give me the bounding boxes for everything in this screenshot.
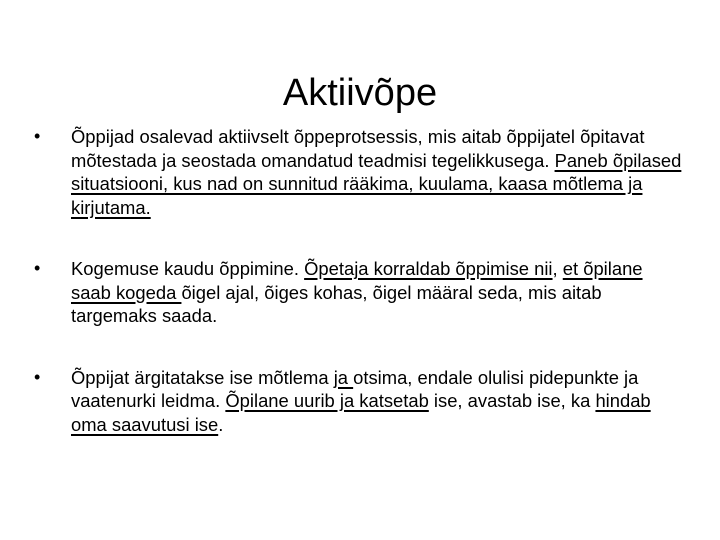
underlined-text-segment: Õpetaja korraldab õppimise nii [304,258,553,279]
bullet-text [71,126,681,218]
bullet-item [34,257,684,328]
bullet-list [34,125,684,436]
text-segment: ise, avastab ise, ka [428,390,596,411]
underlined-text-segment: et õpilane saab kogeda [71,258,643,303]
bullet-item [34,366,684,437]
text-segment: Õppijat ärgitatakse ise mõtlema [71,366,334,388]
underlined-text-segment: hindab oma saavutusi ise [71,390,651,435]
bullet-text [71,258,643,326]
underlined-text-segment: ja [333,366,354,388]
underlined-text-segment: Õpilane uurib ja katsetab [225,390,429,411]
text-segment: Kogemuse kaudu õppimine. [71,258,305,279]
text-segment: Õppijad osalevad aktiivselt õppeprotsessis, mis aitab õppijatel õpitavat mõtestada ja seostada omandatud teadmisi tegelikkusega. [71,126,645,171]
bullet-text [71,367,651,435]
text-segment: , [552,258,563,279]
slide-title: Aktiivõpe [282,72,438,115]
text-segment: õigel ajal, õiges kohas, õigel määral seda, mis aitab targemaks saada. [71,281,602,326]
bullet-item [34,125,684,219]
bullet-dot: • [34,366,41,387]
bullet-dot: • [34,126,41,146]
underlined-text-segment: Paneb õpilased situatsiooni, kus nad on sunnitud rääkima, kuulama, kaasa mõtlema ja kirjutama. [71,149,682,218]
bullet-dot: • [34,258,41,278]
text-segment: . [218,413,224,435]
text-segment: otsima, endale olulisi pidepunkte ja vaatenurki leidma. [71,366,639,411]
